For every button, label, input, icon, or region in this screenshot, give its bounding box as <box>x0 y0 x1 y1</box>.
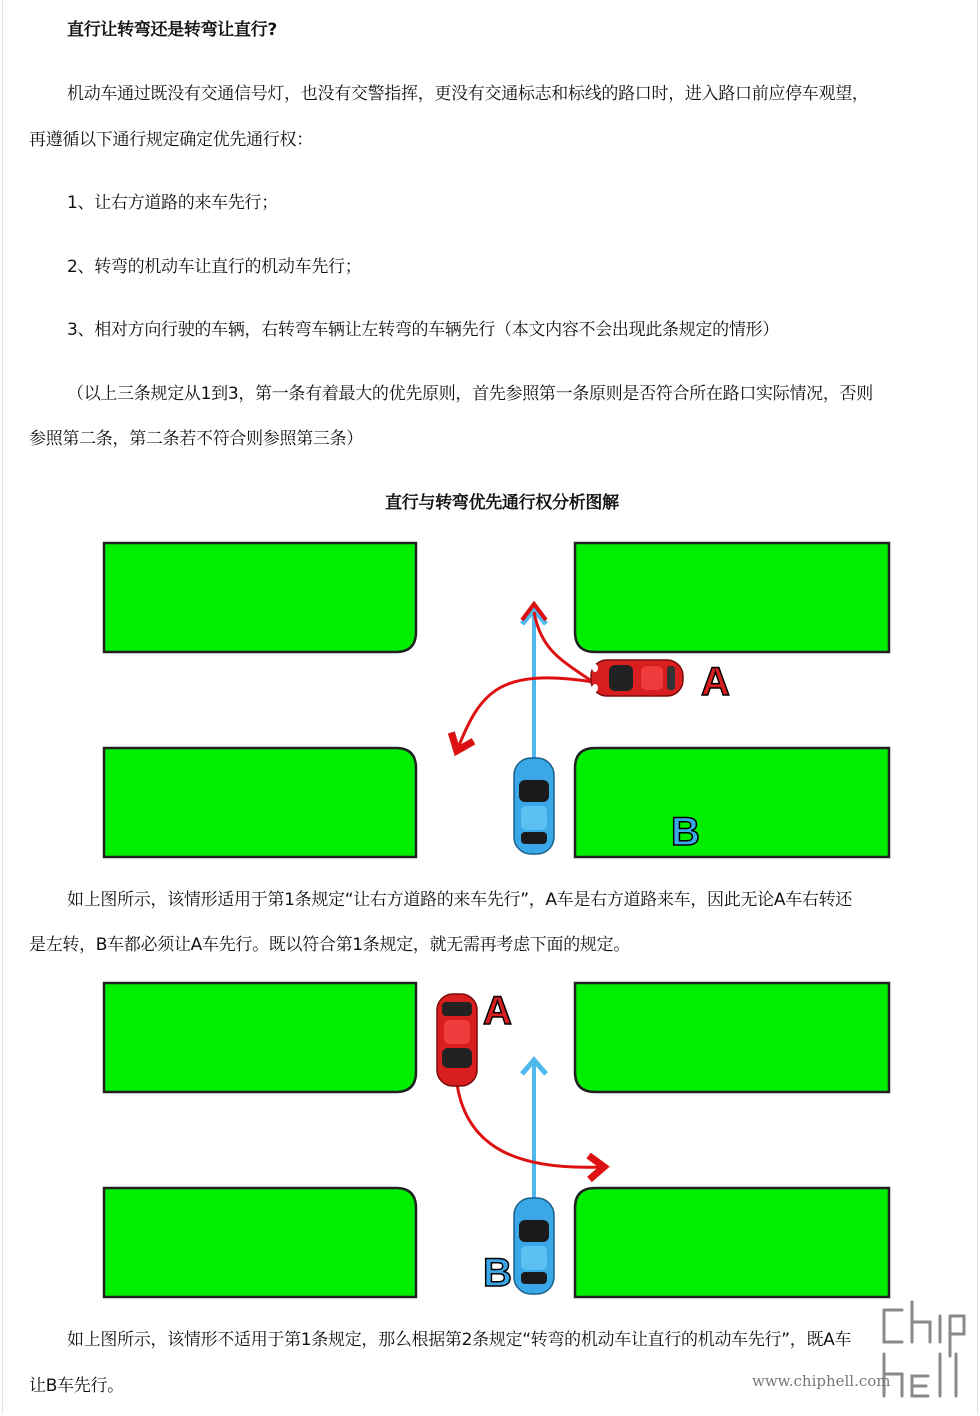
watermark-url: www.chiphell.com <box>752 1372 891 1390</box>
grass-block-top-left <box>104 543 416 652</box>
figure-title: 直行与转弯优先通行权分析图解 <box>385 493 619 513</box>
article-heading: 直行让转弯还是转弯让直行? <box>67 20 277 40</box>
car-b-blue <box>514 1198 554 1294</box>
intersection-diagram-1 <box>101 540 893 860</box>
grass-block-bottom-right <box>575 1188 889 1297</box>
car-b-label: B <box>483 1251 512 1295</box>
car-a-red <box>591 660 683 696</box>
car-b-blue <box>514 758 554 854</box>
caption-2-line-1: 如上图所示，该情形不适用于第1条规定，那么根据第2条规定“转弯的机动车让直行的机动车先行”，既A车 <box>67 1330 852 1350</box>
car-a-red <box>437 994 477 1086</box>
intro-line-1: 机动车通过既没有交通信号灯，也没有交警指挥，更没有交通标志和标线的路口时，进入路口前应停车观望， <box>67 84 869 104</box>
car-b-label: B <box>671 810 700 854</box>
grass-block-bottom-left <box>104 1188 416 1297</box>
grass-block-top-right <box>575 983 889 1092</box>
caption-1-line-2: 是左转，B车都必须让A车先行。既以符合第1条规定，就无需再考虑下面的规定。 <box>29 935 631 955</box>
car-a-label: A <box>701 660 730 704</box>
intersection-diagram-2 <box>101 980 893 1300</box>
article-page <box>2 0 978 1414</box>
grass-block-top-left <box>104 983 416 1092</box>
caption-2-line-2: 让B车先行。 <box>29 1376 124 1396</box>
grass-block-top-right <box>575 543 889 652</box>
rule-1: 1、让右方道路的来车先行； <box>67 193 278 213</box>
grass-block-bottom-right <box>575 748 889 857</box>
rule-3: 3、相对方向行驶的车辆，右转弯车辆让左转弯的车辆先行（本文内容不会出现此条规定的情形） <box>67 320 779 340</box>
rule-2: 2、转弯的机动车让直行的机动车先行； <box>67 257 362 277</box>
car-a-label: A <box>483 989 512 1033</box>
grass-block-bottom-left <box>104 748 416 857</box>
intro-line-2: 再遵循以下通行规定确定优先通行权： <box>29 130 313 150</box>
note-line-1: （以上三条规定从1到3，第一条有着最大的优先原则，首先参照第一条原则是否符合所在路口实际情况，否则 <box>67 384 873 404</box>
note-line-2: 参照第二条，第二条若不符合则参照第三条） <box>29 429 363 449</box>
caption-1-line-1: 如上图所示，该情形适用于第1条规定“让右方道路的来车先行”，A车是右方道路来车，因此无论A车右转还 <box>67 890 852 910</box>
